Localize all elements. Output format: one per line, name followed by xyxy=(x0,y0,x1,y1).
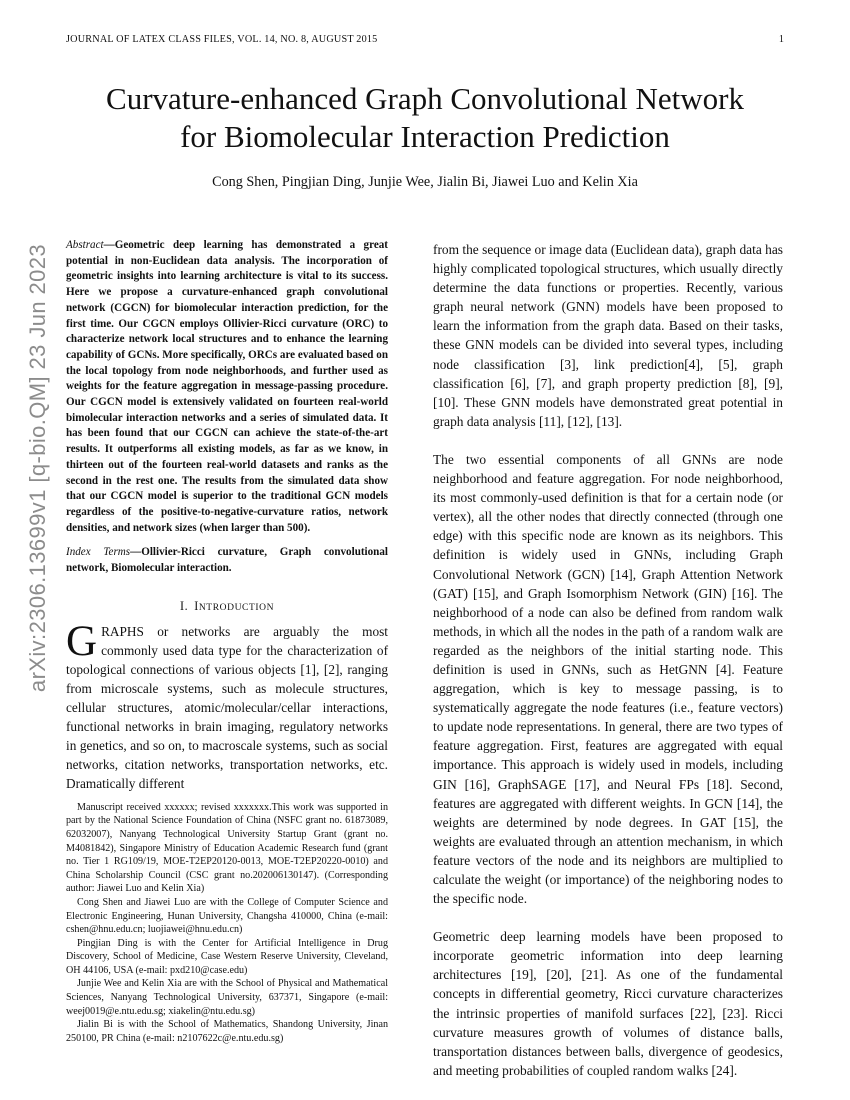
drop-cap: G xyxy=(66,617,98,665)
section-title-initial: I xyxy=(194,598,199,613)
introduction-text: RAPHS or networks are arguably the most commonly used data type for the characterization of topological connections of various objects [1], [2], ranging from microscale systems, such as molecule structures, cellular structures, atomic/molecular/cellar interactions, functional networks in brain imaging, regulatory networks in genetics, and so on, to macroscale systems, such as social networks, citation networks, transportation networks, etc. Dramatically different xyxy=(66,623,388,791)
arxiv-sidebar-stamp xyxy=(12,243,64,693)
section-heading-introduction xyxy=(66,599,388,614)
title-line-1: Curvature-enhanced Graph Convolutional Network xyxy=(106,81,744,116)
body-paragraph: The two essential components of all GNNs are node neighborhood and feature aggregation. For node neighborhood, its most commonly-used definition is that for a certain node (or vertex), all the other nodes that directly connected (through one edge) with this specific node are known as its neighbors. This definition is widely used in GNNs, including Graph Convolutional Network (GCN) [14], Graph Attention Network (GAT) [15], and Graph Isomorphism Network (GIN) [16]. The neighborhood of a node can also be defined from random walk methods, in which all the nodes in the path of a random walk are regarded as the neighbors of the initial starting node. This definition is used in GNNs, such as HetGNN [4]. Feature aggregation, which is key to message passing, is to systematically aggregate the node features (i.e., feature vectors) to update node representations. In general, there are two types of feature aggregation. First, features are aggregated with equal importance. This approach is widely used in models, including GIN [16], GraphSAGE [17], and Neural FPs [18]. Second, features are aggregated with different weights. In GCN [14], the weights are determined by node degrees. In GAT [15], the weights are evaluated through an attention mechanism, in which feature vectors of the node and its neighbors are multiplied to calculate the weight (or importance) of the neighboring nodes to the specific node. xyxy=(433,451,783,907)
left-column xyxy=(66,238,388,1045)
running-header: JOURNAL OF LATEX CLASS FILES, VOL. 14, NO. 8, AUGUST 2015 xyxy=(66,34,378,45)
index-terms-label: Index Terms xyxy=(66,546,131,559)
footnote-affiliation: Pingjian Ding is with the Center for Artificial Intelligence in Drug Discovery, School of Medicine, Case Western Reserve University, Cleveland, OH 44106, USA (e-mail: pxd210@case.edu) xyxy=(66,937,388,976)
abstract xyxy=(66,238,388,536)
footnotes xyxy=(66,801,388,1046)
page-number: 1 xyxy=(778,34,784,45)
index-terms xyxy=(66,545,388,576)
right-column xyxy=(433,240,783,1099)
body-paragraph: Geometric deep learning models have been proposed to incorporate geometric information into deep learning architectures [19], [20], [21]. As one of the fundamental concepts in differential geometry, Ricci curvature characterizes the intrinsic properties of manifold surfaces [22], [23]. Ricci curvature measures growth of volumes of distance balls, transportation distances between balls, divergence of geodesics, and meeting probabilities of coupled random walks [24]. xyxy=(433,929,783,1078)
arxiv-identifier: arXiv:2306.13699v1 [q-bio.QM] 23 Jun 2023 xyxy=(25,243,51,693)
index-terms-text: —Ollivier-Ricci curvature, Graph convolutional network, Biomolecular interaction. xyxy=(66,546,388,575)
footnote-funding: Manuscript received xxxxxx; revised xxxxxxx.This work was supported in part by the National Science Foundation of China (NSFC grant no. 61873089, 62032007), Nanyang Technological University Startup Grant (grant no. M4081842), Singapore Ministry of Education Academic Research fund (grant no. Tier 1 RG109/19, MOE-T2EP20120-0013, MOE-T2EP20220-0010) and China Scholarship Council (CSC grant no.202006130147). (Corresponding author: Jiawei Luo and Kelin Xia) xyxy=(66,801,388,895)
introduction-paragraph xyxy=(66,617,388,793)
section-number: I. xyxy=(179,598,189,613)
body-paragraph: from the sequence or image data (Euclidean data), graph data has highly complicated topological structures, which usually directly determine the data functions or properties. Recently, various graph neural network (GNN) models have been proposed to learn the information from the graph data. Based on their tasks, these GNN models can be divided into several types, including node classification [3], link prediction[4], [5], graph classification [6], [7], and graph property prediction [8], [9], [10]. These GNN models have demonstrated great potential in graph data analysis [11], [12], [13]. xyxy=(433,242,783,429)
author-list: Cong Shen, Pingjian Ding, Junjie Wee, Jialin Bi, Jiawei Luo and Kelin Xia xyxy=(212,174,638,190)
footnote-affiliation: Jialin Bi is with the School of Mathematics, Shandong University, Jinan 250100, PR China (e-mail: n2107622c@e.ntu.edu.sg) xyxy=(66,1019,388,1044)
abstract-text: —Geometric deep learning has demonstrated a great potential in non-Euclidean data analysis. The incorporation of geometric insights into learning architecture is vital to its success. Here we propose a curvature-enhanced graph convolutional network (CGCN) for biomolecular interaction prediction, for the first time. Our CGCN employs Ollivier-Ricci curvature (ORC) to characterize network local structures and to enhance the learning capability of GCNs. More specifically, ORCs are evaluated based on the local topology from node neighborhoods, and further used as weights for the feature aggregation in message-passing procedure. Our CGCN model is extensively validated on fourteen real-world bimolecular interaction networks and a series of simulated data. It has been found that our CGCN can achieve the state-of-the-art results. It outperforms all existing models, as far as we know, in thirteen out of the fourteen real-world datasets and ranks as the second in the rest one. The results from the simulated data show that our CGCN model is superior to the traditional GCN models regardless of the positive-to-negative-curvature ratios, network densities, and network sizes (when larger than 500). xyxy=(66,239,388,534)
section-title-rest: NTRODUCTION xyxy=(198,602,275,613)
footnote-affiliation: Junjie Wee and Kelin Xia are with the School of Physical and Mathematical Sciences, Nanyang Technological University, 637371, Singapore (e-mail: weej0019@e.ntu.edu.sg; xiakelin@ntu.edu.sg) xyxy=(66,978,388,1017)
title-line-2: for Biomolecular Interaction Prediction xyxy=(180,119,670,154)
paper-title xyxy=(66,80,784,156)
footnote-affiliation: Cong Shen and Jiawei Luo are with the College of Computer Science and Electronic Engineering, Hunan University, Changsha 410000, China (e-mail: cshen@hnu.edu.cn; luojiawei@hnu.edu.cn) xyxy=(66,896,388,936)
abstract-label: Abstract xyxy=(66,239,104,251)
